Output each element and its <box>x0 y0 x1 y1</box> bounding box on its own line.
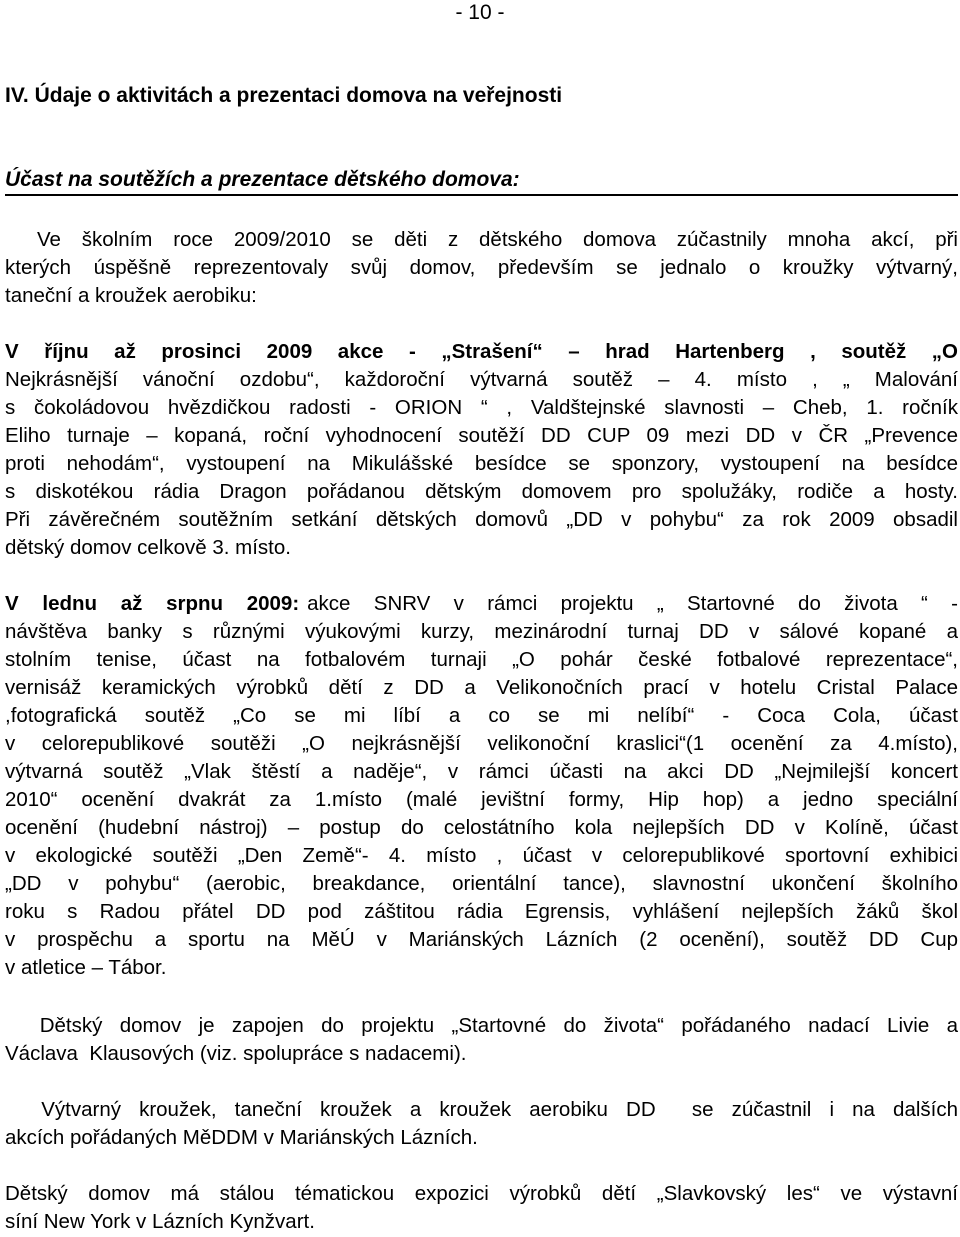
text-line: roku s Radou přátel DD pod záštitou rádia Egrensis, vyhlášení nejlepších žáků škol <box>5 900 958 923</box>
text-line: proti nehodám“, vystoupení na Mikulášské besídce se sponzory, vystoupení na besídce <box>5 452 958 475</box>
text-line: s čokoládovou hvězdičkou radosti - ORION “ , Valdštejnské slavnosti – Cheb, 1. ročník <box>5 396 958 419</box>
text-line: Václava Klausových (viz. spolupráce s nadacemi). <box>5 1042 467 1065</box>
intro-paragraph <box>5 226 958 310</box>
text-line: v prospěchu a sportu na MěÚ v Mariánských Lázních (2 ocenění), soutěž DD Cup <box>5 928 958 951</box>
text-line: Výtvarný kroužek, taneční kroužek a kroužek aerobiku DD se zúčastnil i na dalších <box>5 1098 958 1121</box>
text-line: ocenění (hudební nástroj) – postup do celostátního kola nejlepších DD v Kolíně, účast <box>5 816 958 839</box>
text-line: návštěva banky s různými výukovými kurzy, mezinárodní turnaj DD v sálové kopané a <box>5 620 958 643</box>
text-line: dětský domov celkově 3. místo. <box>5 536 291 559</box>
text-segment: akce SNRV v rámci projektu „ Startovné do života “ - <box>307 592 958 615</box>
text-line: Eliho turnaje – kopaná, roční vyhodnocení soutěží DD CUP 09 mezi DD v ČR „Prevence <box>5 424 958 447</box>
clubs-paragraph <box>5 1096 958 1152</box>
text-line: v celorepublikové soutěži „O nejkrásnější velikonoční kraslici“(1 ocenění za 4.místo), <box>5 732 958 755</box>
text-line: Dětský domov má stálou tématickou expozici výrobků dětí „Slavkovský les“ ve výstavní <box>5 1182 958 1205</box>
text-line: ,fotografická soutěž „Co se mi líbí a co se mi nelíbí“ - Coca Cola, účast <box>5 704 958 727</box>
project-paragraph <box>5 1012 958 1068</box>
section-heading: IV. Údaje o aktivitách a prezentaci domova na veřejnosti <box>5 84 563 107</box>
text-line: 2010“ ocenění dvakrát za 1.místo (malé jevištní formy, Hip hop) a jedno speciální <box>5 788 958 811</box>
text-line: síní New York v Lázních Kynžvart. <box>5 1210 315 1233</box>
text-line: Při závěrečném soutěžním setkání dětských domovů „DD v pohybu“ za rok 2009 obsadil <box>5 508 958 531</box>
text-line: „DD v pohybu“ (aerobic, breakdance, orientální tance), slavnostní ukončení školního <box>5 872 958 895</box>
bold-lead: V lednu až srpnu 2009: <box>5 592 300 615</box>
page-number: - 10 - <box>455 1 505 24</box>
text-line: v atletice – Tábor. <box>5 956 167 979</box>
text-line-first <box>5 590 958 618</box>
exhibition-paragraph <box>5 1180 958 1236</box>
text-line: s diskotékou rádia Dragon pořádanou dětským domovem pro spolužáky, rodiče a hosty. <box>5 480 958 503</box>
text-line: Dětský domov je zapojen do projektu „Startovné do života“ pořádaného nadací Livie a <box>5 1014 958 1037</box>
text-line: Ve školním roce 2009/2010 se děti z dětského domova zúčastnily mnoha akcí, při <box>37 228 958 251</box>
text-line: akcích pořádaných MěDDM v Mariánských Lázních. <box>5 1126 478 1149</box>
subsection-heading: Účast na soutěžích a prezentace dětského domova: <box>5 166 958 196</box>
text-line: Nejkrásnější vánoční ozdobu“, každoroční výtvarná soutěž – 4. místo , „ Malování <box>5 368 958 391</box>
text-line: taneční a kroužek aerobiku: <box>5 284 257 307</box>
text-line: vernisáž keramických výrobků dětí z DD a Velikonočních prací v hotelu Cristal Palace <box>5 676 958 699</box>
autumn-activities-paragraph <box>5 338 958 562</box>
text-line: v ekologické soutěži „Den Země“- 4. místo , účast v celorepublikové sportovní exhibici <box>5 844 958 867</box>
text-line: V říjnu až prosinci 2009 akce - „Strašení“ – hrad Hartenberg , soutěž „O <box>5 340 958 363</box>
text-line: stolním tenise, účast na fotbalovém turnaji „O pohár české fotbalové reprezentace“, <box>5 648 958 671</box>
text-line: výtvarná soutěž „Vlak štěstí a naděje“, v rámci účasti na akci DD „Nejmilejší koncert <box>5 760 958 783</box>
text-line: kterých úspěšně reprezentovaly svůj domov, především se jednalo o kroužky výtvarný, <box>5 256 958 279</box>
spring-activities-paragraph <box>5 590 958 982</box>
